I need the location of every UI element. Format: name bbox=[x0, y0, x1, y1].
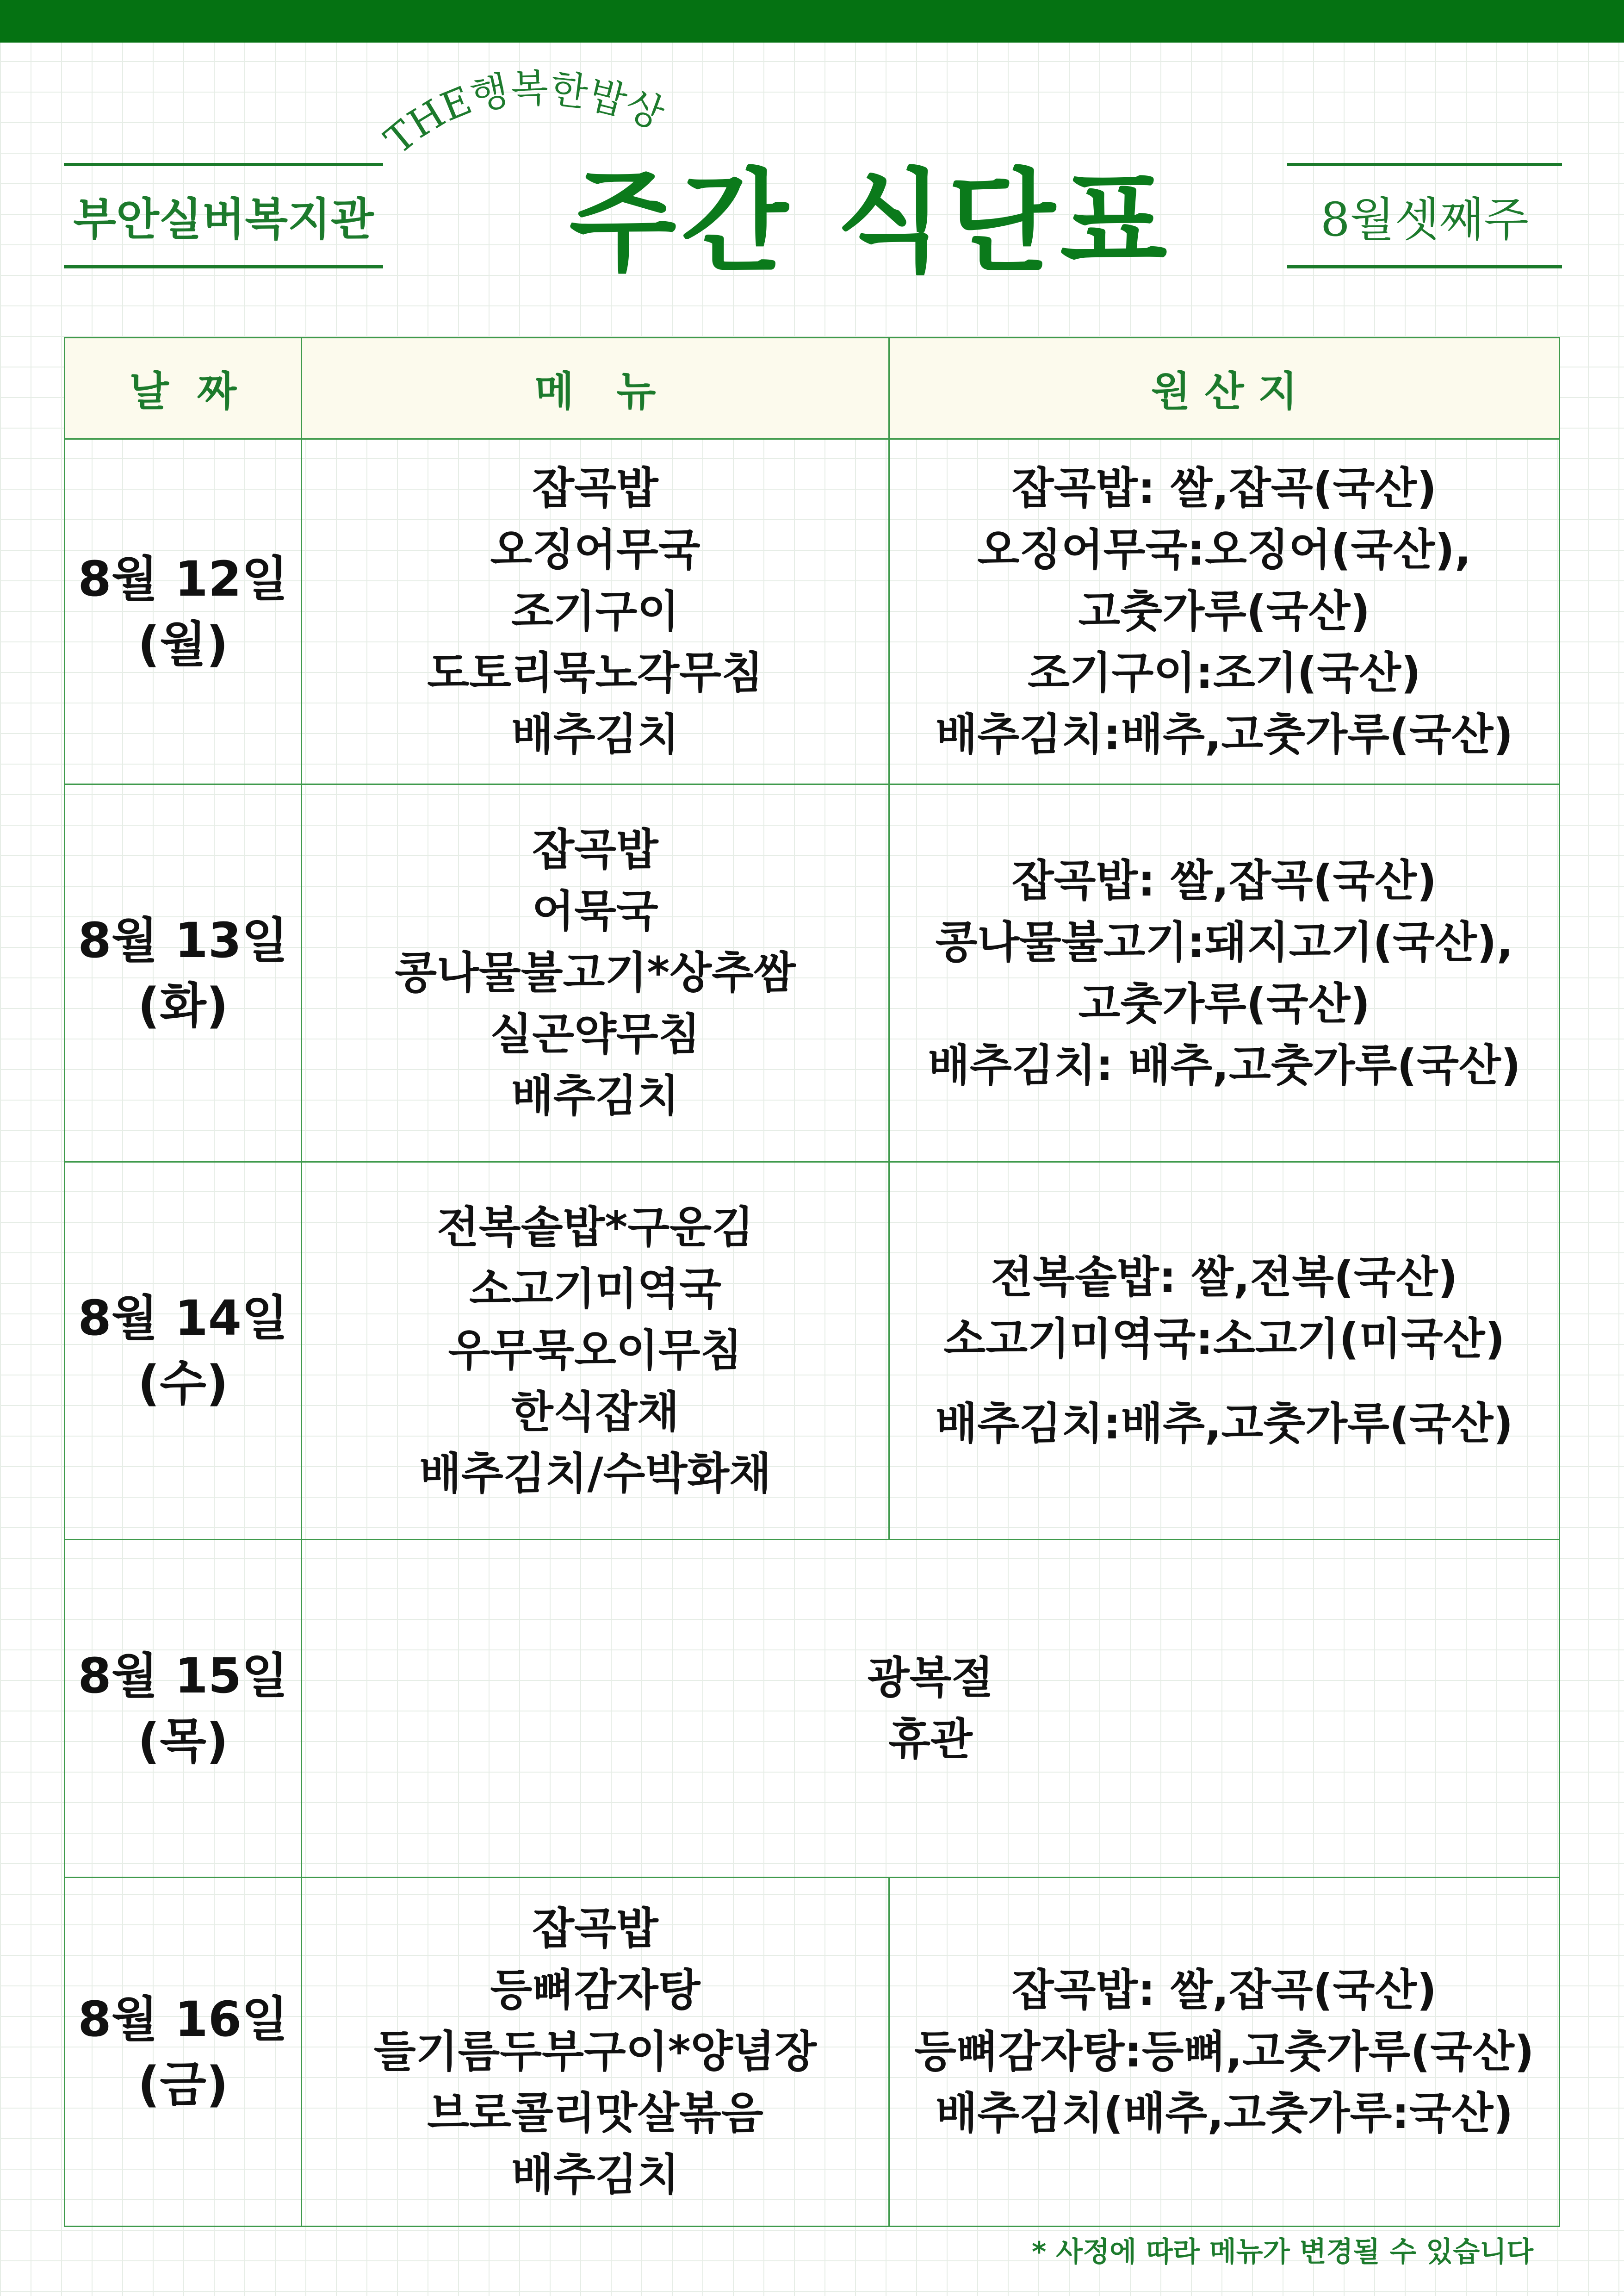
date-label: 8월 12일 bbox=[78, 551, 288, 608]
date-label: 8월 16일 bbox=[78, 1991, 288, 2048]
table-row bbox=[65, 1162, 1560, 1540]
organization-box bbox=[64, 163, 383, 268]
menu-item: 한식잡채 bbox=[511, 1387, 680, 1437]
menu-cell bbox=[302, 439, 889, 784]
date-cell bbox=[65, 1162, 302, 1540]
origin-cell bbox=[889, 1162, 1560, 1540]
menu-item: 배추김치 bbox=[511, 2150, 680, 2200]
header-date: 날 짜 bbox=[65, 338, 302, 439]
date-label: 8월 13일 bbox=[78, 912, 288, 969]
weekday-label: (수) bbox=[137, 1355, 229, 1412]
menu-cell bbox=[302, 1878, 889, 2227]
origin-line: 전복솥밥: 쌀,전복(국산) bbox=[991, 1252, 1458, 1303]
origin-line: 배추김치:배추,고춧가루(국산) bbox=[935, 709, 1513, 760]
origin-line: 오징어무국:오징어(국산), bbox=[977, 525, 1471, 575]
origin-line: 잡곡밥: 쌀,잡곡(국산) bbox=[1011, 1965, 1437, 2016]
origin-line: 배추김치: 배추,고춧가루(국산) bbox=[928, 1040, 1521, 1091]
weekday-label: (목) bbox=[137, 1712, 229, 1769]
weekday-label: (화) bbox=[137, 977, 229, 1034]
menu-cell bbox=[302, 1162, 889, 1540]
holiday-cell bbox=[302, 1540, 1560, 1878]
menu-cell bbox=[302, 784, 889, 1162]
origin-line: 고춧가루(국산) bbox=[1078, 586, 1370, 637]
footnote: * 사정에 따라 메뉴가 변경될 수 있습니다 bbox=[1032, 2236, 1534, 2268]
date-cell bbox=[65, 1878, 302, 2227]
top-green-bar bbox=[0, 0, 1624, 43]
menu-item: 소고기미역국 bbox=[469, 1264, 721, 1314]
origin-gap bbox=[890, 1370, 1559, 1393]
menu-item: 배추김치/수박화채 bbox=[419, 1449, 771, 1499]
menu-item: 어묵국 bbox=[532, 886, 658, 937]
menu-item: 브로콜리맛살볶음 bbox=[427, 2088, 763, 2139]
origin-line: 고춧가루(국산) bbox=[1078, 978, 1370, 1029]
menu-item: 콩나물불고기*상추쌈 bbox=[395, 948, 796, 998]
menu-item: 도토리묵노각무침 bbox=[427, 648, 763, 698]
weekday-label: (금) bbox=[137, 2056, 229, 2113]
date-cell bbox=[65, 439, 302, 784]
menu-item: 등뼈감자탕 bbox=[490, 1965, 700, 2016]
origin-cell bbox=[889, 439, 1560, 784]
table-header-row bbox=[65, 338, 1560, 439]
menu-item: 오징어무국 bbox=[490, 525, 700, 575]
table-row bbox=[65, 1878, 1560, 2227]
header-origin: 원 산 지 bbox=[889, 338, 1560, 439]
holiday-name: 광복절 bbox=[867, 1652, 994, 1703]
menu-item: 잡곡밥 bbox=[532, 825, 658, 875]
origin-line: 잡곡밥: 쌀,잡곡(국산) bbox=[1011, 463, 1437, 514]
origin-line: 배추김치:배추,고춧가루(국산) bbox=[935, 1399, 1513, 1449]
menu-item: 조기구이 bbox=[511, 586, 680, 637]
origin-line: 조기구이:조기(국산) bbox=[1028, 648, 1421, 698]
origin-cell bbox=[889, 784, 1560, 1162]
week-label: 8월셋째주 bbox=[1320, 193, 1529, 247]
table-row bbox=[65, 1540, 1560, 1878]
table-row bbox=[65, 439, 1560, 784]
origin-line: 등뼈감자탕:등뼈,고춧가루(국산) bbox=[914, 2027, 1534, 2077]
origin-line: 콩나물불고기:돼지고기(국산), bbox=[935, 917, 1513, 968]
menu-item: 실곤약무침 bbox=[490, 1009, 700, 1060]
weekly-menu-table bbox=[64, 337, 1560, 2227]
menu-item: 우무묵오이무침 bbox=[448, 1325, 743, 1376]
origin-line: 배추김치(배추,고춧가루:국산) bbox=[935, 2088, 1513, 2139]
table-row bbox=[65, 784, 1560, 1162]
weekday-label: (월) bbox=[137, 616, 229, 672]
date-cell bbox=[65, 784, 302, 1162]
origin-line: 잡곡밥: 쌀,잡곡(국산) bbox=[1011, 855, 1437, 906]
menu-item: 잡곡밥 bbox=[532, 1904, 658, 1954]
closed-label: 휴관 bbox=[888, 1714, 973, 1765]
origin-line: 소고기미역국:소고기(미국산) bbox=[943, 1314, 1505, 1364]
brand-text: THE행복한밥상 bbox=[376, 65, 670, 163]
organization-name: 부안실버복지관 bbox=[73, 193, 374, 245]
menu-item: 잡곡밥 bbox=[532, 463, 658, 514]
header-menu: 메 뉴 bbox=[302, 338, 889, 439]
date-label: 8월 15일 bbox=[78, 1648, 288, 1705]
date-label: 8월 14일 bbox=[78, 1290, 288, 1347]
date-cell bbox=[65, 1540, 302, 1878]
menu-item: 배추김치 bbox=[511, 709, 680, 760]
page-title: 주간 식단표 bbox=[569, 157, 1172, 287]
menu-item: 들기름두부구이*양념장 bbox=[373, 2027, 817, 2077]
origin-cell bbox=[889, 1878, 1560, 2227]
menu-item: 배추김치 bbox=[511, 1071, 680, 1121]
menu-item: 전복솥밥*구운김 bbox=[437, 1202, 754, 1253]
week-box bbox=[1287, 163, 1562, 268]
